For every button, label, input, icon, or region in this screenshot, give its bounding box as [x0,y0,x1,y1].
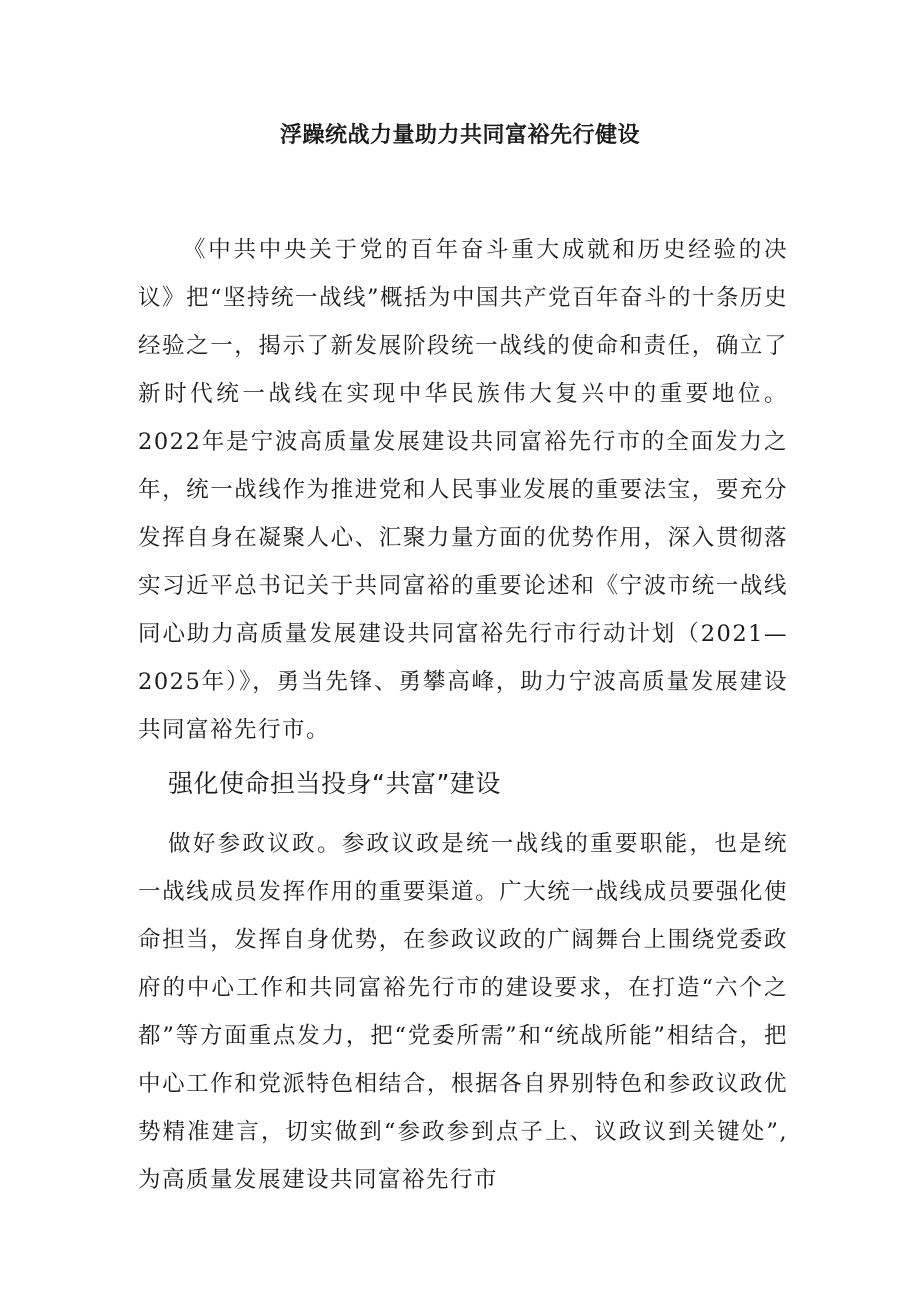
document-title: 浮躁统战力量助力共同富裕先行健设 [279,123,640,148]
section-heading: 强化使命担当投身“共富”建设 [168,769,501,798]
intro-paragraph: 《中共中央关于党的百年奋斗重大成就和历史经验的决议》把“坚持统一战线”概括为中国共产党百年奋斗的十条历史经验之一，揭示了新发展阶段统一战线的使命和责任，确立了新时代统一战线在实现中华民族伟大复兴中的重要地位。2022年是宁波高质量发展建设共同富裕先行市的全面发力之年，统一战线作为推进党和人民事业发展的重要法宝，要充分发挥自身在凝聚人心、汇聚力量方面的优势作用，深入贯彻落实习近平总书记关于共同富裕的重要论述和《宁波市统一战线同心助力高质量发展建设共同富裕先行市行动计划（2021—2025年）》，勇当先锋、勇攀高峰，助力宁波高质量发展建设共同富裕先行市。 [138,237,789,743]
section-paragraph: 做好参政议政。参政议政是统一战线的重要职能，也是统一战线成员发挥作用的重要渠道。广大统一战线成员要强化使命担当，发挥自身优势，在参政议政的广阔舞台上围绕党委政府的中心工作和共同富裕先行市的建设要求，在打造“六个之都”等方面重点发力，把“党委所需”和“统战所能”相结合，把中心工作和党派特色相结合，根据各自界别特色和参政议政优势精准建言，切实做到“参政参到点子上、议政议到关键处”,为高质量发展建设共同富裕先行市 [138,831,788,1193]
